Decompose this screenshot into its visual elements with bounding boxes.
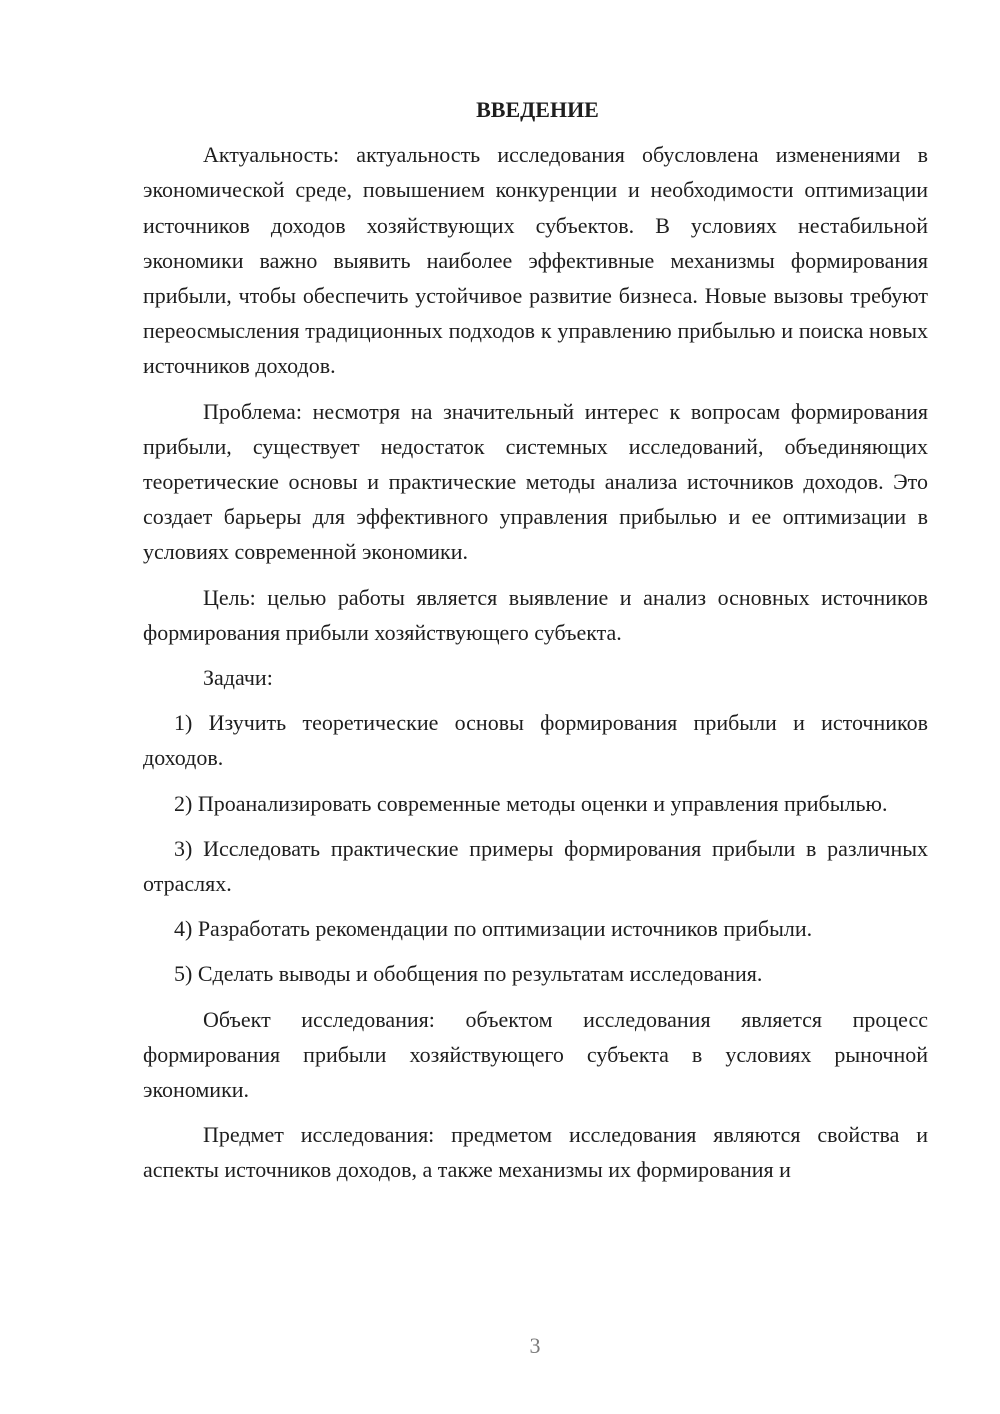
text-body — [143, 92, 928, 1198]
list-item: 4) Разработать рекомендации по оптимизации источников прибыли. — [174, 916, 813, 942]
page-number: 3 — [529, 1333, 541, 1358]
list-item: 1) Изучить теоретические основы формирования прибыли и источников доходов. — [143, 710, 928, 771]
paragraph-relevance: Актуальность: актуальность исследования обусловлена изменениями в экономической среде, повышением конкуренции и необходимости оптимизации источников доходов хозяйствующих субъектов. В условиях нестабильной экономики важно выявить наиболее эффективные механизмы формирования прибыли, чтобы обеспечить устойчивое развитие бизнеса. Новые вызовы требуют переосмысления традиционных подходов к управлению прибылью и поиска новых источников доходов. — [143, 142, 928, 379]
paragraph-subject: Предмет исследования: предметом исследования являются свойства и аспекты источников доходов, а также механизмы их формирования и — [143, 1122, 928, 1183]
paragraph-goal: Цель: целью работы является выявление и анализ основных источников формирования прибыли хозяйствующего субъекта. — [143, 584, 928, 645]
list-item: 3) Исследовать практические примеры формирования прибыли в различных отраслях. — [143, 835, 928, 897]
page-title: ВВЕДЕНИЕ — [476, 97, 599, 122]
list-item: 2) Проанализировать современные методы оценки и управления прибылью. — [174, 790, 888, 816]
paragraph-object: Объект исследования: объектом исследования является процесс формирования прибыли хозяйствующего субъекта в условиях рыночной экономики. — [143, 1006, 928, 1103]
list-item: 5) Сделать выводы и обобщения по результатам исследования. — [174, 961, 763, 987]
paragraph-tasks-heading: Задачи: — [203, 665, 273, 691]
paragraph-problem: Проблема: несмотря на значительный интерес к вопросам формирования прибыли, существует недостаток системных исследований, объединяющих теоретические основы и практические методы анализа источников доходов. Это создает барьеры для эффективного управления прибылью и ее оптимизации в условиях современной экономики. — [143, 398, 928, 565]
